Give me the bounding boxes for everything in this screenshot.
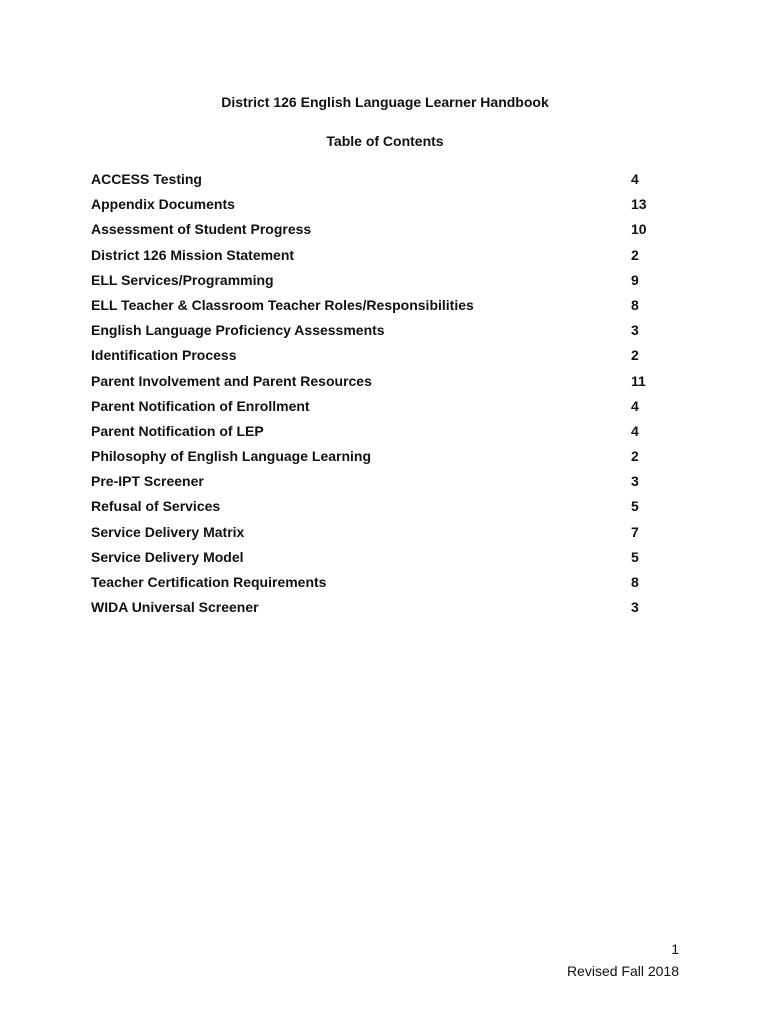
toc-entry-page: 10 — [631, 221, 647, 238]
toc-entry — [91, 195, 651, 220]
toc-entry-page: 3 — [631, 473, 639, 490]
toc-entry — [91, 170, 651, 195]
toc-entry — [91, 548, 651, 573]
toc-entry-page: 4 — [631, 397, 639, 414]
toc-entry-page: 3 — [631, 322, 639, 339]
toc-entry-label: Refusal of Services — [91, 498, 221, 515]
toc-entry-page: 4 — [631, 422, 639, 439]
toc-entry — [91, 497, 651, 522]
toc-entry — [91, 523, 651, 548]
toc-entry-label: WIDA Universal Screener — [91, 599, 259, 616]
toc-entry-label: English Language Proficiency Assessments — [91, 322, 385, 339]
toc-entry-label: Identification Process — [91, 347, 237, 364]
toc-entry — [91, 472, 651, 497]
toc-entry — [91, 271, 651, 296]
toc-entry-page: 8 — [631, 574, 639, 590]
document-title: District 126 English Language Learner Handbook — [221, 94, 549, 110]
toc-entry-label: ELL Services/Programming — [91, 271, 274, 288]
toc-entry-label: Parent Involvement and Parent Resources — [91, 372, 372, 389]
toc-entry-label: Teacher Certification Requirements — [91, 574, 327, 590]
toc-entry-label: Parent Notification of LEP — [91, 422, 264, 439]
toc-entry-page: 9 — [631, 271, 639, 288]
toc-entry-page: 11 — [631, 372, 646, 389]
toc-entry — [91, 346, 651, 371]
toc-entry — [91, 372, 651, 397]
toc-entry-page: 2 — [631, 246, 639, 263]
toc-entry-label: ELL Teacher & Classroom Teacher Roles/Responsibilities — [91, 296, 474, 313]
toc-entry — [91, 220, 651, 245]
toc-entry-page: 4 — [631, 171, 639, 187]
toc-entry-label: ACCESS Testing — [91, 171, 202, 187]
toc-entry — [91, 246, 651, 271]
toc-entry-page: 13 — [631, 196, 647, 213]
toc-entry-page: 2 — [631, 448, 639, 465]
toc-entry — [91, 447, 651, 472]
revision-note: Revised Fall 2018 — [566, 963, 679, 979]
page-footer — [567, 938, 679, 982]
toc-entry-page: 8 — [631, 296, 639, 313]
toc-entry-label: Assessment of Student Progress — [91, 221, 312, 238]
toc-entry — [91, 397, 651, 422]
toc-entry-page: 2 — [631, 347, 639, 364]
toc-entry-page: 5 — [631, 548, 639, 565]
toc-entry — [91, 422, 651, 447]
toc-entry — [91, 573, 651, 598]
toc-entry-label: Service Delivery Model — [91, 548, 244, 565]
toc-entry-page: 5 — [631, 498, 639, 515]
toc-entry-page: 7 — [631, 523, 639, 540]
toc-entry-label: Philosophy of English Language Learning — [91, 448, 372, 465]
toc-entry-label: Service Delivery Matrix — [91, 523, 245, 540]
toc-entry — [91, 598, 651, 623]
toc-entry-label: Parent Notification of Enrollment — [91, 397, 310, 414]
table-of-contents — [91, 170, 651, 623]
toc-heading: Table of Contents — [326, 133, 444, 149]
page-number: 1 — [671, 941, 679, 957]
toc-entry-label: Appendix Documents — [91, 196, 235, 213]
toc-entry — [91, 321, 651, 346]
toc-entry-label: Pre-IPT Screener — [91, 473, 204, 490]
toc-entry — [91, 296, 651, 321]
toc-entry-page: 3 — [631, 599, 639, 616]
toc-entry-label: District 126 Mission Statement — [91, 246, 295, 263]
